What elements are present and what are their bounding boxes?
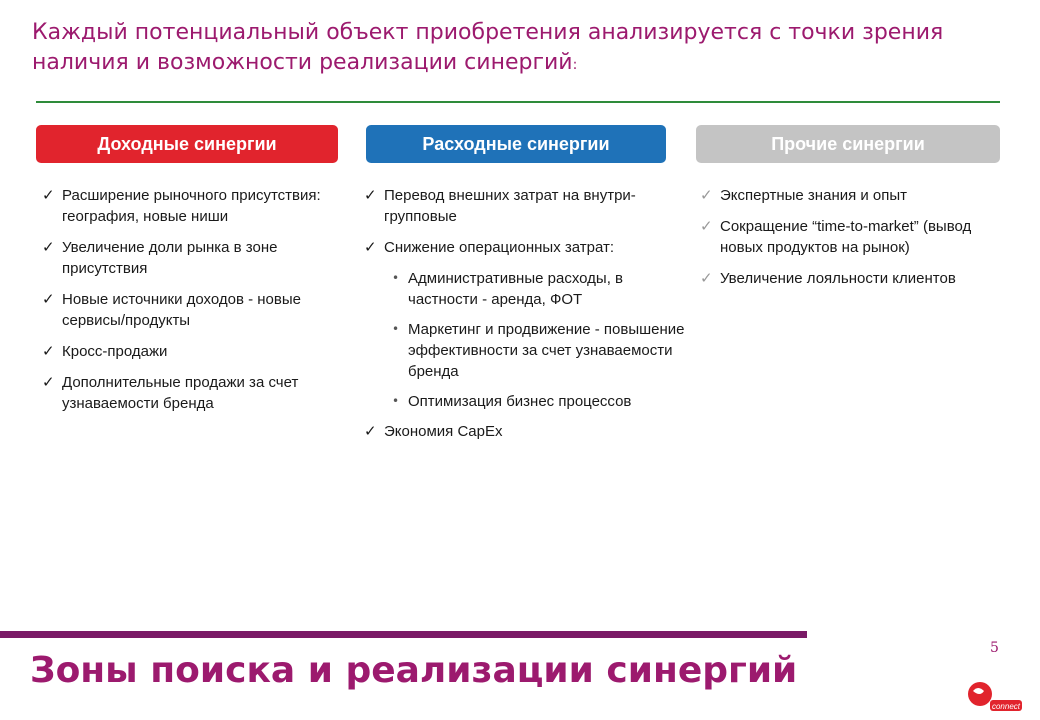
- sub-list-item: • Маркетинг и продвижение - повышение эффективности за счет узнаваемости бренда: [392, 321, 685, 380]
- intro-text: [32, 18, 1012, 80]
- checkmark-icon: ✓: [42, 238, 55, 256]
- checkmark-icon: ✓: [42, 290, 55, 308]
- checkmark-icon: ✓: [700, 217, 713, 235]
- list-item: ✓ Увеличение доли рынка в зоне присутствия: [42, 238, 278, 277]
- list-item: ✓ Новые источники доходов - новые сервисы/продукты: [42, 290, 301, 329]
- column-income: [38, 185, 338, 424]
- column-cost: [360, 185, 690, 452]
- intro-sentence: Каждый потенциальный объект приобретения анализируется с точки зрения наличия и возможности реализации синергий: [32, 20, 944, 75]
- list-item: ✓ Экономия CapEx: [364, 422, 503, 440]
- checkmark-icon: ✓: [42, 186, 55, 204]
- header-cost-synergies: Расходные синергии: [366, 125, 666, 163]
- checkmark-icon: ✓: [364, 238, 377, 256]
- checkmark-icon: ✓: [364, 186, 377, 204]
- header-income-synergies: Доходные синергии: [36, 125, 338, 163]
- checkmark-icon: ✓: [42, 342, 55, 360]
- header-other-synergies: Прочие синергии: [696, 125, 1000, 163]
- sub-list-item: • Оптимизация бизнес процессов: [392, 393, 632, 410]
- list-item: ✓ Снижение операционных затрат:: [364, 238, 615, 256]
- bullet-icon: •: [392, 271, 400, 285]
- checkmark-icon: ✓: [700, 269, 713, 287]
- bullet-icon: •: [392, 322, 400, 336]
- page-number: 5: [990, 640, 999, 656]
- checkmark-icon: ✓: [700, 186, 713, 204]
- list-item: ✓ Сокращение “time-to-market” (вывод новых продуктов на рынок): [700, 217, 972, 256]
- bullet-icon: •: [392, 394, 400, 408]
- column-other: [696, 185, 986, 299]
- checkmark-icon: ✓: [364, 422, 377, 440]
- virgin-connect-logo-icon: [966, 676, 1026, 716]
- divider-purple: [0, 631, 807, 638]
- list-item: ✓ Дополнительные продажи за счет узнаваемости бренда: [42, 373, 299, 412]
- list-item: ✓ Перевод внешних затрат на внутри-групповые: [364, 186, 636, 225]
- list-item: ✓ Увеличение лояльности клиентов: [700, 269, 956, 287]
- list-item: ✓ Кросс-продажи: [42, 342, 168, 360]
- intro-colon: :: [572, 57, 578, 73]
- logo-text: connect: [991, 702, 1021, 711]
- slide-title: Зоны поиска и реализации синергий: [30, 650, 798, 691]
- list-item: ✓ Расширение рыночного присутствия: география, новые ниши: [42, 186, 321, 225]
- checkmark-icon: ✓: [42, 373, 55, 391]
- sub-list-item: • Административные расходы, в частности - аренда, ФОТ: [392, 270, 623, 308]
- divider-green: [36, 101, 1000, 103]
- list-item: ✓ Экспертные знания и опыт: [700, 186, 908, 204]
